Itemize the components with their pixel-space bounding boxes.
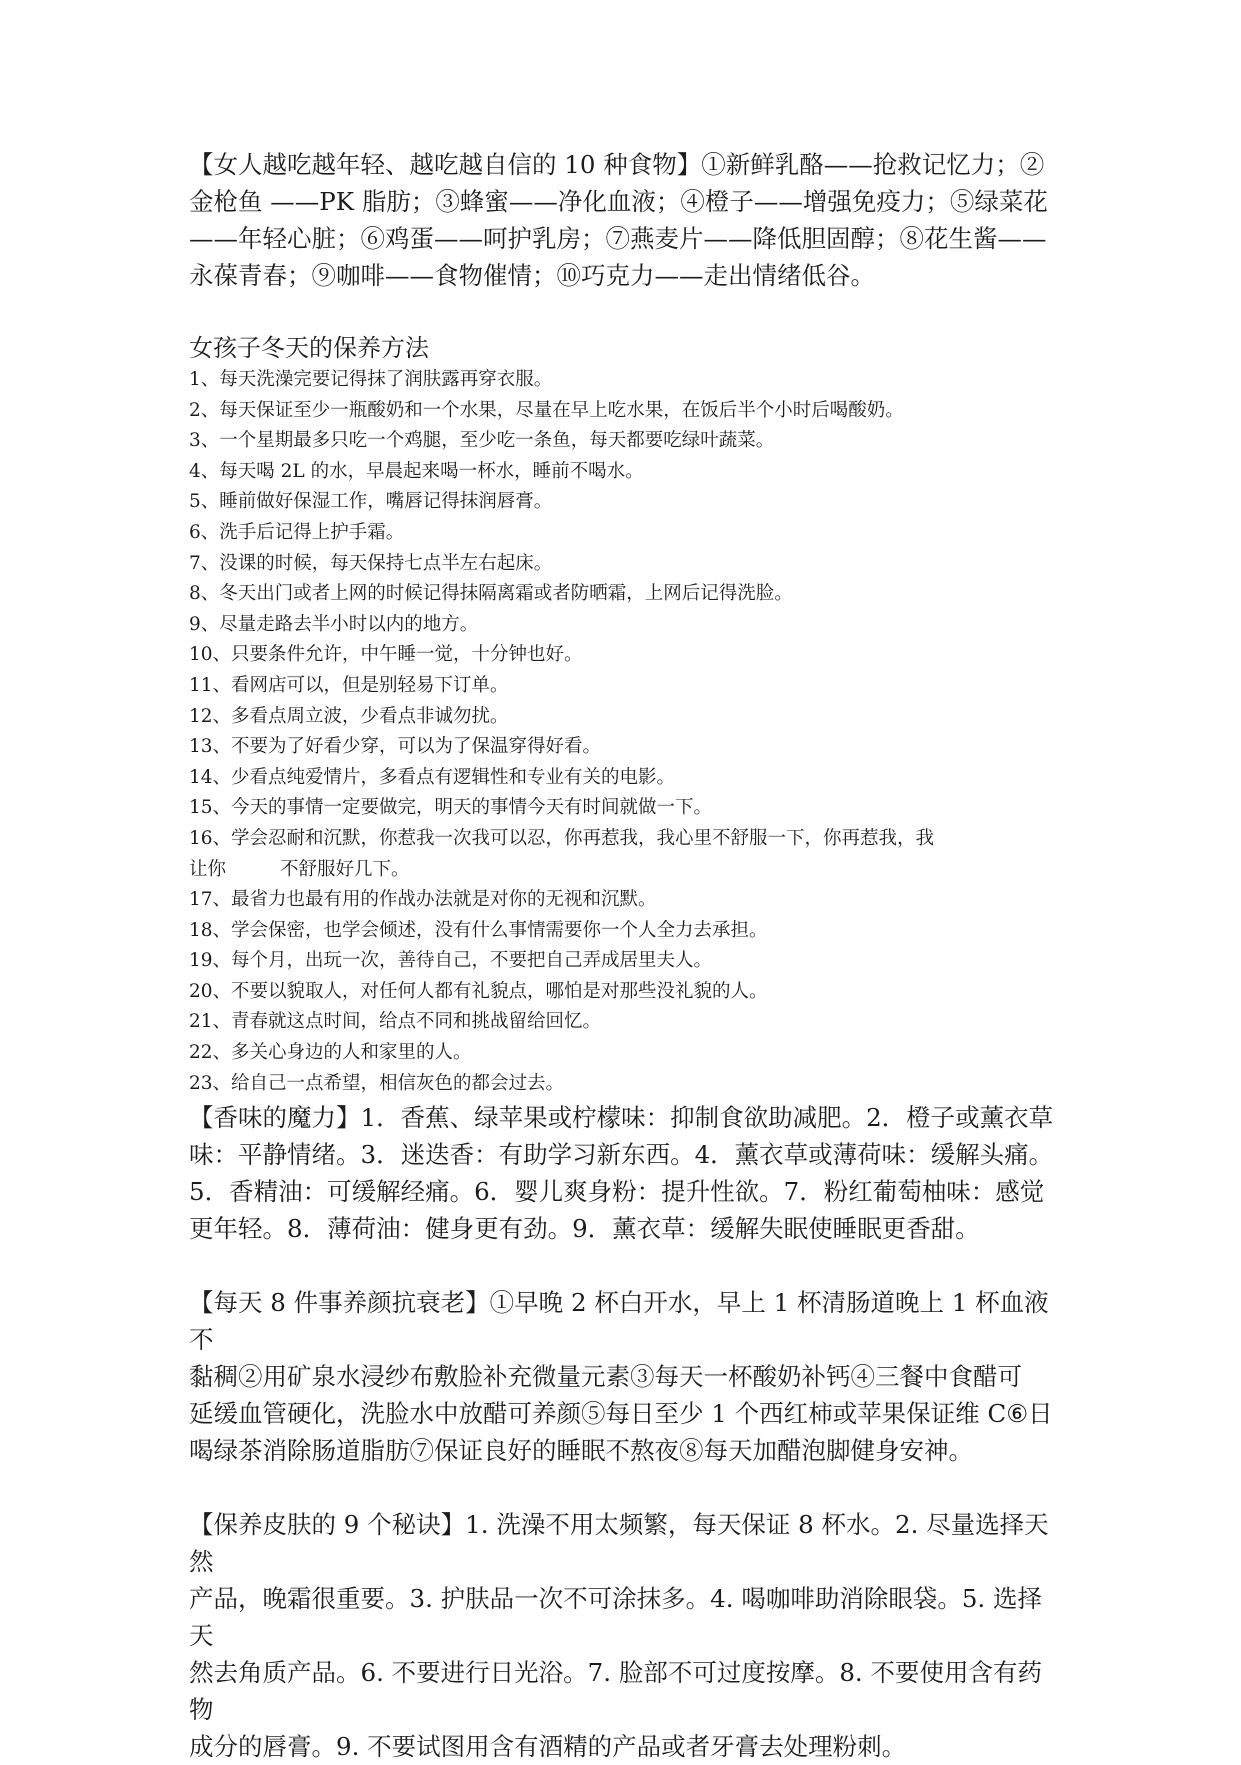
winter-care-list <box>189 365 1059 1099</box>
paragraph-line: 永葆青春；⑨咖啡——食物催情；⑩巧克力——走出情绪低谷。 <box>189 261 875 290</box>
list-item: 20、不要以貌取人，对任何人都有礼貌点，哪怕是对那些没礼貌的人。 <box>189 980 768 1002</box>
list-item: 8、冬天出门或者上网的时候记得抹隔离霜或者防晒霜，上网后记得洗脸。 <box>189 583 793 605</box>
list-item: 15、今天的事情一定要做完，明天的事情今天有时间就做一下。 <box>189 797 713 819</box>
paragraph-line: 5．香精油：可缓解经痛。6．婴儿爽身粉：提升性欲。7．粉红葡萄柚味：感觉 <box>189 1177 1045 1207</box>
list-item: 1、每天洗澡完要记得抹了润肤露再穿衣服。 <box>189 369 553 390</box>
list-item: 17、最省力也最有用的作战办法就是对你的无视和沉默。 <box>189 889 657 911</box>
list-item: 14、少看点纯爱情片，多看点有逻辑性和专业有关的电影。 <box>189 766 676 788</box>
paragraph-line: 【保养皮肤的 9 个秘诀】1. 洗澡不用太频繁，每天保证 8 杯水。2. 尽量选择天然 <box>189 1510 1049 1577</box>
paragraph-line: 【香味的魔力】1．香蕉、绿苹果或柠檬味：抑制食欲助减肥。2．橙子或薰衣草 <box>189 1103 1054 1133</box>
list-item: 3、一个星期最多只吃一个鸡腿，至少吃一条鱼，每天都要吃绿叶蔬菜。 <box>189 430 775 452</box>
paragraph-line: 【每天 8 件事养颜抗衰老】①早晚 2 杯白开水，早上 1 杯清肠道晚上 1 杯血液不 <box>189 1288 1049 1355</box>
daily-care-paragraph <box>189 1284 1059 1469</box>
paragraph-line: 延缓血管硬化，洗脸水中放醋可养颜⑤每日至少 1 个西红柿或苹果保证维 C⑥日 <box>189 1399 1053 1429</box>
continuation-end: 不舒服好几下。 <box>280 858 410 880</box>
paragraph-spacer <box>189 1469 1059 1506</box>
list-item: 5、睡前做好保湿工作，嘴唇记得抹润唇膏。 <box>189 491 553 513</box>
list-item: 7、没课的时候，每天保持七点半左右起床。 <box>189 552 553 574</box>
list-item: 6、洗手后记得上护手霜。 <box>189 521 405 543</box>
paragraph-line: 产品，晚霜很重要。3. 护肤品一次不可涂抹多。4. 喝咖啡助消除眼袋。5. 选择天 <box>189 1584 1042 1651</box>
list-item: 19、每个月，出玩一次，善待自己，不要把自己弄成居里夫人。 <box>189 950 713 972</box>
list-item: 18、学会保密，也学会倾述，没有什么事情需要你一个人全力去承担。 <box>189 919 768 941</box>
paragraph-line: 金枪鱼 ——PK 脂肪；③蜂蜜——净化血液；④橙子——增强免疫力；⑤绿菜花 <box>189 187 1048 216</box>
paragraph-line: 喝绿茶消除肠道脂肪⑦保证良好的睡眠不熬夜⑧每天加醋泡脚健身安神。 <box>189 1436 973 1466</box>
list-item: 11、看网店可以，但是别轻易下订单。 <box>189 674 509 696</box>
scent-paragraph <box>189 1099 1059 1247</box>
paragraph-line: 然去角质产品。6. 不要进行日光浴。7. 脸部不可过度按摩。8. 不要使用含有药物 <box>189 1658 1042 1725</box>
list-item: 23、给自己一点希望，相信灰色的都会过去。 <box>189 1072 565 1094</box>
list-item: 22、多关心身边的人和家里的人。 <box>189 1042 472 1064</box>
paragraph-line: ——年轻心脏；⑥鸡蛋——呵护乳房；⑦燕麦片——降低胆固醇；⑧花生酱—— <box>189 224 1047 253</box>
paragraph-line: 黏稠②用矿泉水浸纱布敷脸补充微量元素③每天一杯酸奶补钙④三餐中食醋可 <box>189 1362 1022 1392</box>
list-item: 10、只要条件允许，中午睡一觉，十分钟也好。 <box>189 644 583 666</box>
paragraph-line: 【女人越吃越年轻、越吃越自信的 10 种食物】①新鲜乳酪——抢救记忆力；② <box>189 150 1045 179</box>
list-item: 21、青春就这点时间，给点不同和挑战留给回忆。 <box>189 1011 602 1033</box>
list-item: 2、每天保证至少一瓶酸奶和一个水果，尽量在早上吃水果，在饭后半个小时后喝酸奶。 <box>189 399 904 421</box>
skin-secrets-paragraph <box>189 1506 1059 1765</box>
paragraph-spacer <box>189 294 1059 331</box>
list-item: 4、每天喝 2L 的水，早晨起来喝一杯水，睡前不喝水。 <box>189 460 644 482</box>
paragraph-line: 成分的唇膏。9. 不要试图用含有酒精的产品或者牙膏去处理粉刺。 <box>189 1732 907 1762</box>
paragraph-spacer <box>189 1247 1059 1284</box>
list-item: 12、多看点周立波，少看点非诚勿扰。 <box>189 705 509 727</box>
list-item: 13、不要为了好看少穿，可以为了保温穿得好看。 <box>189 736 602 758</box>
paragraph-line: 更年轻。8．薄荷油：健身更有劲。9．薰衣草：缓解失眠使睡眠更香甜。 <box>189 1214 980 1244</box>
list-item: 9、尽量走路去半小时以内的地方。 <box>189 613 479 635</box>
paragraph-line: 味：平静情绪。3．迷迭香：有助学习新东西。4．薰衣草或薄荷味：缓解头痛。 <box>189 1140 1054 1170</box>
foods-paragraph <box>189 146 1059 294</box>
continuation-start: 让你 <box>189 858 227 880</box>
list-item-continuation <box>189 855 1059 886</box>
document-body <box>189 146 1059 1765</box>
list-item: 16、学会忍耐和沉默，你惹我一次我可以忍，你再惹我，我心里不舒服一下，你再惹我，我 <box>189 827 935 849</box>
winter-care-title: 女孩子冬天的保养方法 <box>189 334 429 362</box>
